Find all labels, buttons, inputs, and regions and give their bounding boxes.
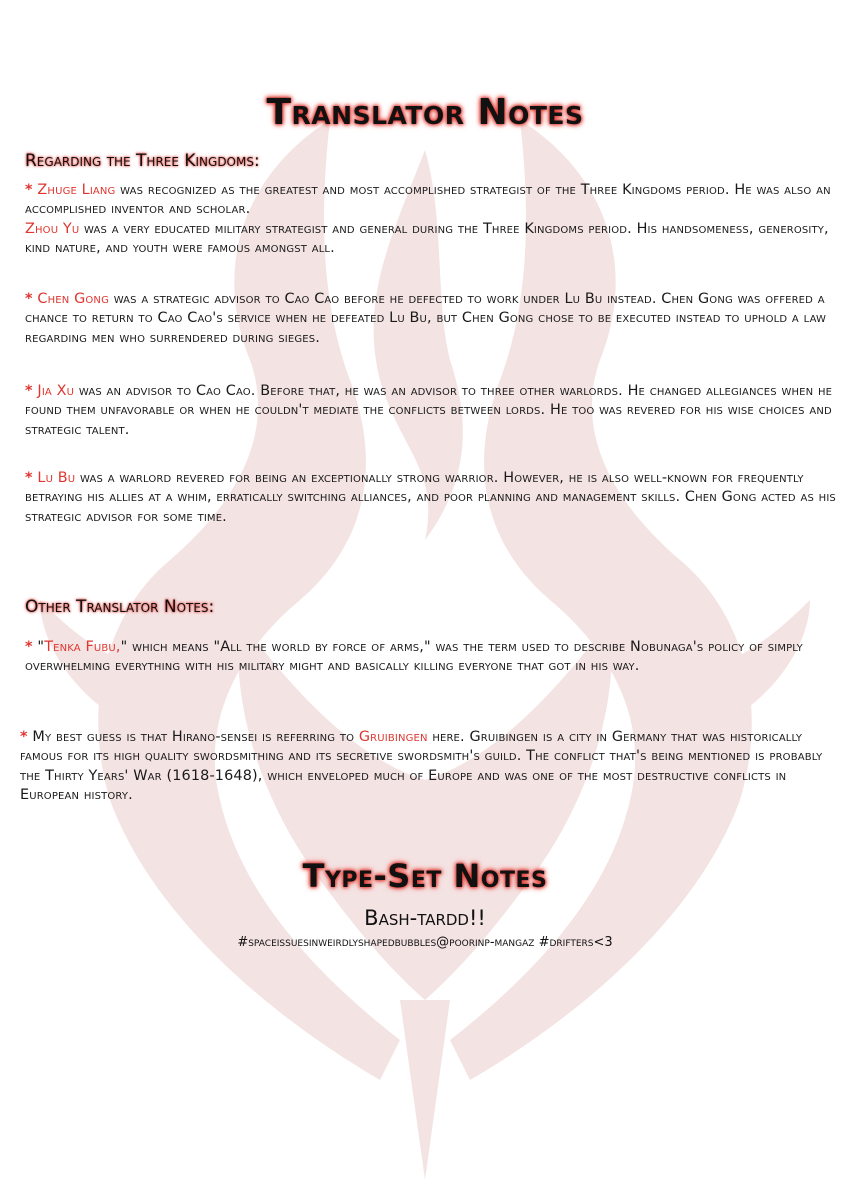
note-lu-bu — [25, 469, 840, 527]
term-lu-bu: Lu Bu — [37, 470, 76, 486]
note-zhuge-zhou — [25, 181, 840, 258]
note-chen-gong — [25, 290, 840, 348]
section-heading-other-notes: Other Translator Notes: — [25, 597, 215, 617]
note-text: was a strategic advisor to Cao Cao before he defected to work under Lu Bu instead. Chen Gong was offered a chance to return to Cao Cao's service when he defeated Lu Bu, but Chen Gong chose to be executed instead to uphold a law regarding men who surrendered during sieges. — [25, 291, 827, 346]
note-text: here. Gruibingen is a city in Germany that was historically famous for its high quality swordsmithing and its secretive swordsmith's guild. The conflict that's being mentioned is probably the Thirty Years' War (1618-1648), which enveloped much of Europe and was one of the most destructive conflicts in European history. — [20, 729, 823, 803]
note-text: " which means "All the world by force of arms," was the term used to describe Nobunaga's policy of simply overwhelming everything with his military might and basically killing everyone that got in his way. — [25, 639, 803, 675]
page-title: Translator Notes — [266, 92, 584, 133]
typeset-title: Type-Set Notes — [302, 857, 548, 895]
bullet-marker: * — [25, 182, 33, 198]
typesetter-name: Bash-tardd!! — [364, 906, 486, 930]
note-tenka-fubu — [25, 638, 840, 677]
term-zhou-yu: Zhou Yu — [25, 220, 80, 237]
term-tenka-fubu: Tenka Fubu, — [44, 639, 121, 655]
typeset-hashtags: #spaceissuesinweirdlyshapedbubbles@poorinp-mangaz #drifters<3 — [237, 935, 613, 950]
note-text: was a very educated military strategist and general during the Three Kingdoms period. His handsomeness, generosity, kind nature, and youth were famous amongst all. — [25, 220, 829, 256]
bullet-marker: * — [25, 639, 33, 655]
bullet-marker: * — [25, 291, 33, 307]
term-chen-gong: Chen Gong — [37, 291, 109, 307]
term-zhuge-liang: Zhuge Liang — [37, 182, 116, 198]
note-text: was a warlord revered for being an exceptionally strong warrior. However, he is also well-known for frequently betraying his allies at a whim, erratically switching alliances, and poor planning and management skills. Chen Gong acted as his strategic advisor for some time. — [25, 470, 836, 525]
note-text: was recognized as the greatest and most accomplished strategist of the Three Kingdoms period. He was also an accomplished inventor and scholar. — [25, 182, 831, 218]
note-text: " — [32, 639, 45, 655]
note-gruibingen — [20, 728, 840, 805]
note-text: was an advisor to Cao Cao. Before that, he was an advisor to three other warlords. He changed allegiances when he found them unfavorable or when he couldn't mediate the conflicts between lords. He too was revered for his wise choices and strategic talent. — [25, 383, 833, 438]
term-jia-xu: Jia Xu — [37, 383, 75, 399]
note-text: My best guess is that Hirano-sensei is referring to — [27, 729, 359, 745]
bullet-marker: * — [25, 383, 33, 399]
bullet-marker: * — [25, 470, 33, 486]
term-gruibingen: Gruibingen — [358, 729, 428, 745]
bullet-marker: * — [20, 729, 28, 745]
section-heading-three-kingdoms: Regarding the Three Kingdoms: — [25, 151, 260, 171]
note-jia-xu — [25, 382, 840, 440]
